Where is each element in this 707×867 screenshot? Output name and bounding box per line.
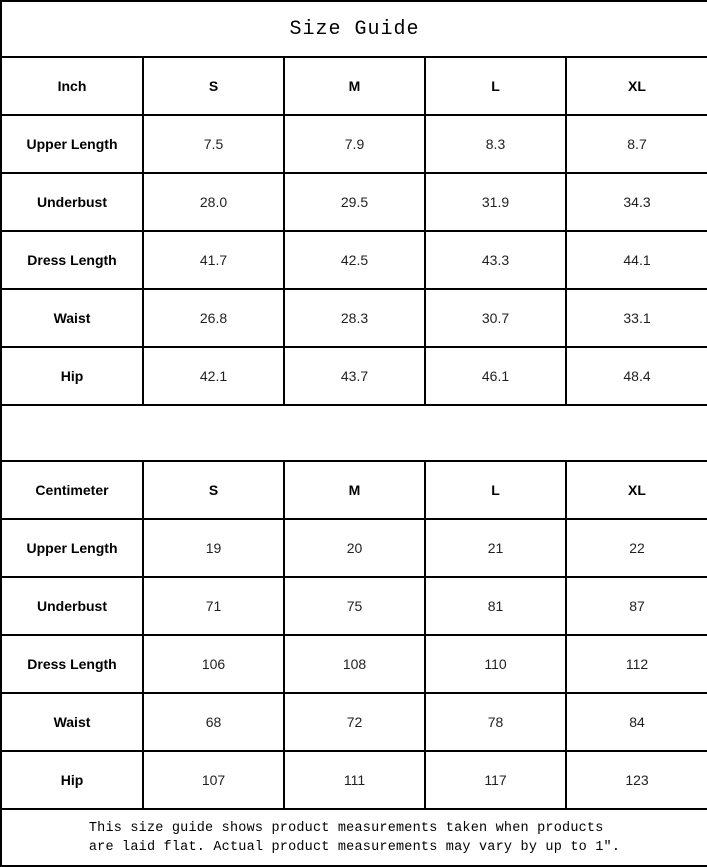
footnote-line-2: are laid flat. Actual product measurements may vary by up to 1″. bbox=[88, 839, 621, 855]
size-header-s: S bbox=[143, 57, 284, 115]
footnote-cell bbox=[1, 809, 707, 866]
value-cell: 28.3 bbox=[284, 289, 425, 347]
size-header-l: L bbox=[425, 461, 566, 519]
table-row-hip-cm bbox=[1, 751, 707, 809]
value-cell: 8.7 bbox=[566, 115, 707, 173]
value-cell: 7.5 bbox=[143, 115, 284, 173]
value-cell: 42.1 bbox=[143, 347, 284, 405]
value-cell: 43.7 bbox=[284, 347, 425, 405]
footnote-row bbox=[1, 809, 707, 866]
unit-header-centimeter: Centimeter bbox=[1, 461, 143, 519]
value-cell: 68 bbox=[143, 693, 284, 751]
row-label: Dress Length bbox=[1, 231, 143, 289]
table-row-hip-inch bbox=[1, 347, 707, 405]
row-label: Underbust bbox=[1, 173, 143, 231]
value-cell: 44.1 bbox=[566, 231, 707, 289]
table-row-dress-length-cm bbox=[1, 635, 707, 693]
value-cell: 19 bbox=[143, 519, 284, 577]
value-cell: 78 bbox=[425, 693, 566, 751]
value-cell: 123 bbox=[566, 751, 707, 809]
row-label: Waist bbox=[1, 693, 143, 751]
size-header-m: M bbox=[284, 57, 425, 115]
value-cell: 7.9 bbox=[284, 115, 425, 173]
value-cell: 41.7 bbox=[143, 231, 284, 289]
value-cell: 34.3 bbox=[566, 173, 707, 231]
inch-header-row bbox=[1, 57, 707, 115]
value-cell: 33.1 bbox=[566, 289, 707, 347]
value-cell: 42.5 bbox=[284, 231, 425, 289]
value-cell: 20 bbox=[284, 519, 425, 577]
value-cell: 43.3 bbox=[425, 231, 566, 289]
unit-header-inch: Inch bbox=[1, 57, 143, 115]
page-title: Size Guide bbox=[1, 1, 707, 57]
size-header-m: M bbox=[284, 461, 425, 519]
value-cell: 81 bbox=[425, 577, 566, 635]
value-cell: 75 bbox=[284, 577, 425, 635]
value-cell: 106 bbox=[143, 635, 284, 693]
value-cell: 84 bbox=[566, 693, 707, 751]
footnote-line-1: This size guide shows product measurements taken when products bbox=[88, 820, 604, 836]
value-cell: 31.9 bbox=[425, 173, 566, 231]
row-label: Waist bbox=[1, 289, 143, 347]
value-cell: 8.3 bbox=[425, 115, 566, 173]
table-row-upper-length-inch bbox=[1, 115, 707, 173]
table-row-upper-length-cm bbox=[1, 519, 707, 577]
value-cell: 117 bbox=[425, 751, 566, 809]
value-cell: 28.0 bbox=[143, 173, 284, 231]
table-row-waist-inch bbox=[1, 289, 707, 347]
table-row-underbust-cm bbox=[1, 577, 707, 635]
value-cell: 71 bbox=[143, 577, 284, 635]
value-cell: 72 bbox=[284, 693, 425, 751]
value-cell: 21 bbox=[425, 519, 566, 577]
size-header-xl: XL bbox=[566, 57, 707, 115]
value-cell: 112 bbox=[566, 635, 707, 693]
row-label: Upper Length bbox=[1, 519, 143, 577]
size-header-xl: XL bbox=[566, 461, 707, 519]
table-row-underbust-inch bbox=[1, 173, 707, 231]
row-label: Hip bbox=[1, 751, 143, 809]
value-cell: 22 bbox=[566, 519, 707, 577]
value-cell: 30.7 bbox=[425, 289, 566, 347]
table-row-dress-length-inch bbox=[1, 231, 707, 289]
value-cell: 107 bbox=[143, 751, 284, 809]
size-header-l: L bbox=[425, 57, 566, 115]
value-cell: 87 bbox=[566, 577, 707, 635]
row-label: Underbust bbox=[1, 577, 143, 635]
value-cell: 110 bbox=[425, 635, 566, 693]
value-cell: 26.8 bbox=[143, 289, 284, 347]
value-cell: 111 bbox=[284, 751, 425, 809]
row-label: Dress Length bbox=[1, 635, 143, 693]
row-label: Upper Length bbox=[1, 115, 143, 173]
centimeter-header-row bbox=[1, 461, 707, 519]
row-label: Hip bbox=[1, 347, 143, 405]
value-cell: 48.4 bbox=[566, 347, 707, 405]
value-cell: 46.1 bbox=[425, 347, 566, 405]
value-cell: 29.5 bbox=[284, 173, 425, 231]
table-row-waist-cm bbox=[1, 693, 707, 751]
title-row bbox=[1, 1, 707, 57]
spacer-row bbox=[1, 405, 707, 461]
footnote bbox=[89, 819, 620, 857]
value-cell: 108 bbox=[284, 635, 425, 693]
spacer-cell bbox=[1, 405, 707, 461]
size-header-s: S bbox=[143, 461, 284, 519]
